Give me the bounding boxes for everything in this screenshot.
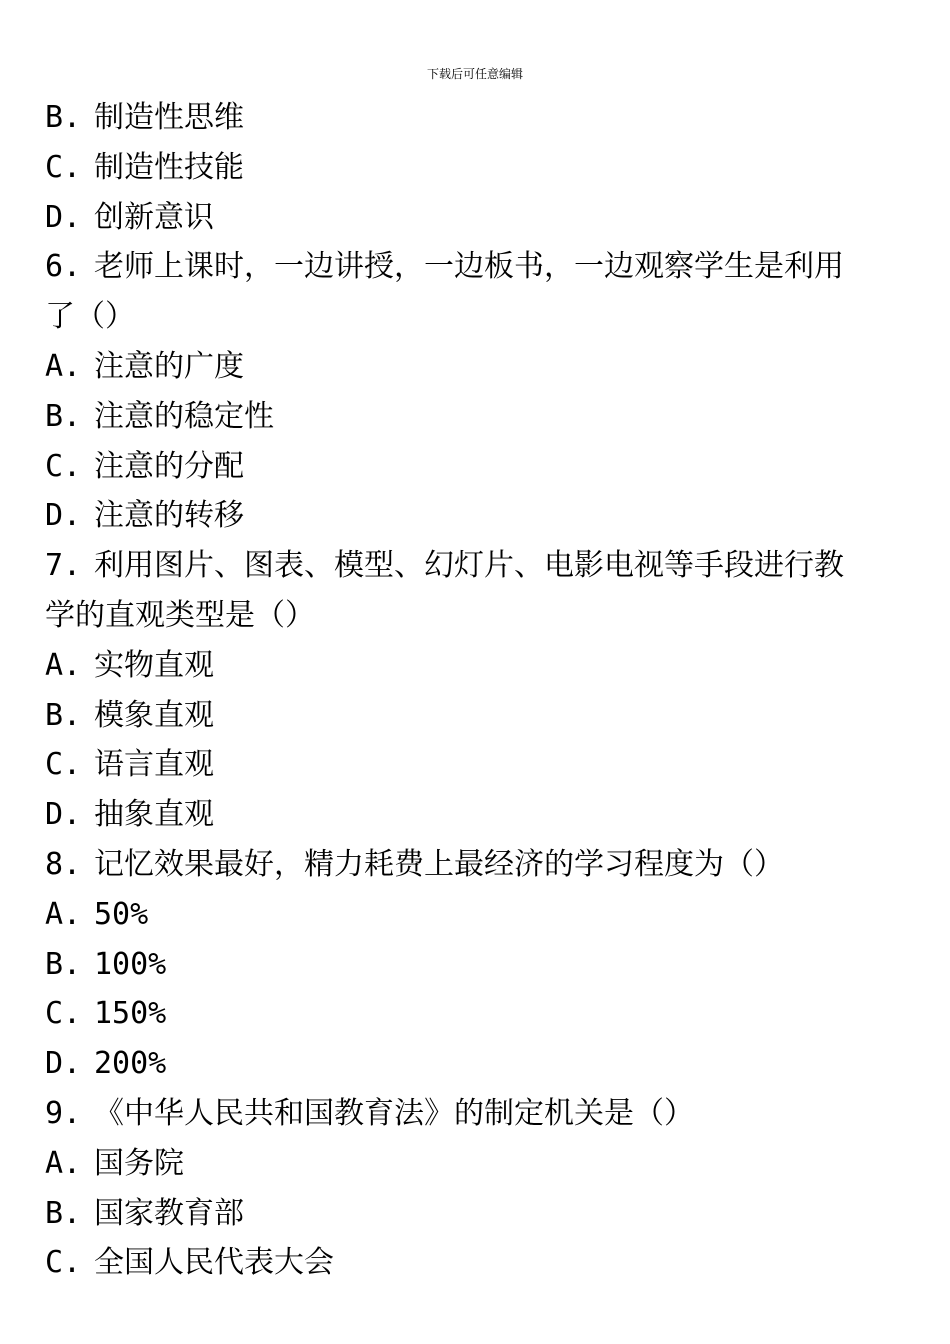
line-text: 注意的转移 — [94, 498, 244, 534]
line-marker: B. — [45, 946, 82, 982]
question-text: 学的直观类型是（） — [45, 597, 315, 633]
option-line — [45, 442, 905, 492]
question-text: 了（） — [45, 299, 135, 335]
page-header: 下载后可任意编辑 — [426, 67, 523, 81]
option-line — [45, 93, 905, 143]
option-line — [45, 1039, 905, 1089]
option-line — [45, 641, 905, 691]
line-marker: B. — [45, 398, 82, 434]
line-marker: D. — [45, 498, 82, 534]
question-number: 7. — [45, 548, 82, 584]
line-marker: B. — [45, 100, 82, 135]
line-text: 国务院 — [94, 1145, 184, 1181]
option-line — [45, 740, 905, 790]
line-text: 国家教育部 — [94, 1195, 244, 1231]
option-line — [45, 940, 905, 990]
line-marker: C. — [45, 747, 82, 783]
option-line — [45, 890, 905, 940]
question-text: 老师上课时，一边讲授，一边板书，一边观察学生是利用 — [94, 249, 844, 285]
option-line — [45, 989, 905, 1039]
option-line — [45, 193, 905, 243]
option-line — [45, 1238, 905, 1288]
option-line — [45, 1189, 905, 1239]
line-marker: C. — [45, 996, 82, 1032]
question-number: 6. — [45, 249, 82, 285]
question-text: 《中华人民共和国教育法》的制定机关是（） — [94, 1095, 694, 1131]
line-marker: C. — [45, 448, 82, 484]
line-text: 注意的稳定性 — [94, 398, 274, 434]
option-line — [45, 143, 905, 193]
line-text: 抽象直观 — [94, 797, 214, 833]
line-text: 注意的分配 — [94, 448, 244, 484]
line-text: 创新意识 — [94, 199, 214, 235]
line-marker: C. — [45, 1245, 82, 1281]
question-number: 9. — [45, 1095, 82, 1131]
line-text: 语言直观 — [94, 747, 214, 783]
line-marker: C. — [45, 149, 82, 185]
question-line — [45, 242, 905, 292]
question-continuation — [45, 292, 905, 342]
line-marker: D. — [45, 1046, 82, 1082]
line-marker: D. — [45, 797, 82, 833]
line-marker: B. — [45, 697, 82, 733]
option-line — [45, 790, 905, 840]
line-text: 制造性技能 — [94, 149, 244, 185]
line-text: 制造性思维 — [94, 100, 244, 135]
option-line — [45, 1139, 905, 1189]
option-line — [45, 392, 905, 442]
question-text: 记忆效果最好，精力耗费上最经济的学习程度为（） — [94, 846, 784, 882]
line-text: 全国人民代表大会 — [94, 1245, 334, 1281]
question-line — [45, 840, 905, 890]
line-marker: A. — [45, 1145, 82, 1181]
line-marker: A. — [45, 647, 82, 683]
line-text: 100% — [94, 946, 167, 982]
option-line — [45, 491, 905, 541]
document-body — [45, 93, 905, 1288]
question-line — [45, 541, 905, 591]
line-marker: A. — [45, 896, 82, 932]
line-text: 200% — [94, 1046, 167, 1082]
line-text: 150% — [94, 996, 167, 1032]
option-line — [45, 342, 905, 392]
line-text: 实物直观 — [94, 647, 214, 683]
line-text: 模象直观 — [94, 697, 214, 733]
question-text: 利用图片、图表、模型、幻灯片、电影电视等手段进行教 — [94, 548, 844, 584]
question-continuation — [45, 591, 905, 641]
line-marker: B. — [45, 1195, 82, 1231]
line-text: 50% — [94, 896, 149, 932]
question-number: 8. — [45, 846, 82, 882]
line-marker: A. — [45, 348, 82, 384]
question-line — [45, 1089, 905, 1139]
line-marker: D. — [45, 199, 82, 235]
line-text: 注意的广度 — [94, 348, 244, 384]
option-line — [45, 691, 905, 741]
